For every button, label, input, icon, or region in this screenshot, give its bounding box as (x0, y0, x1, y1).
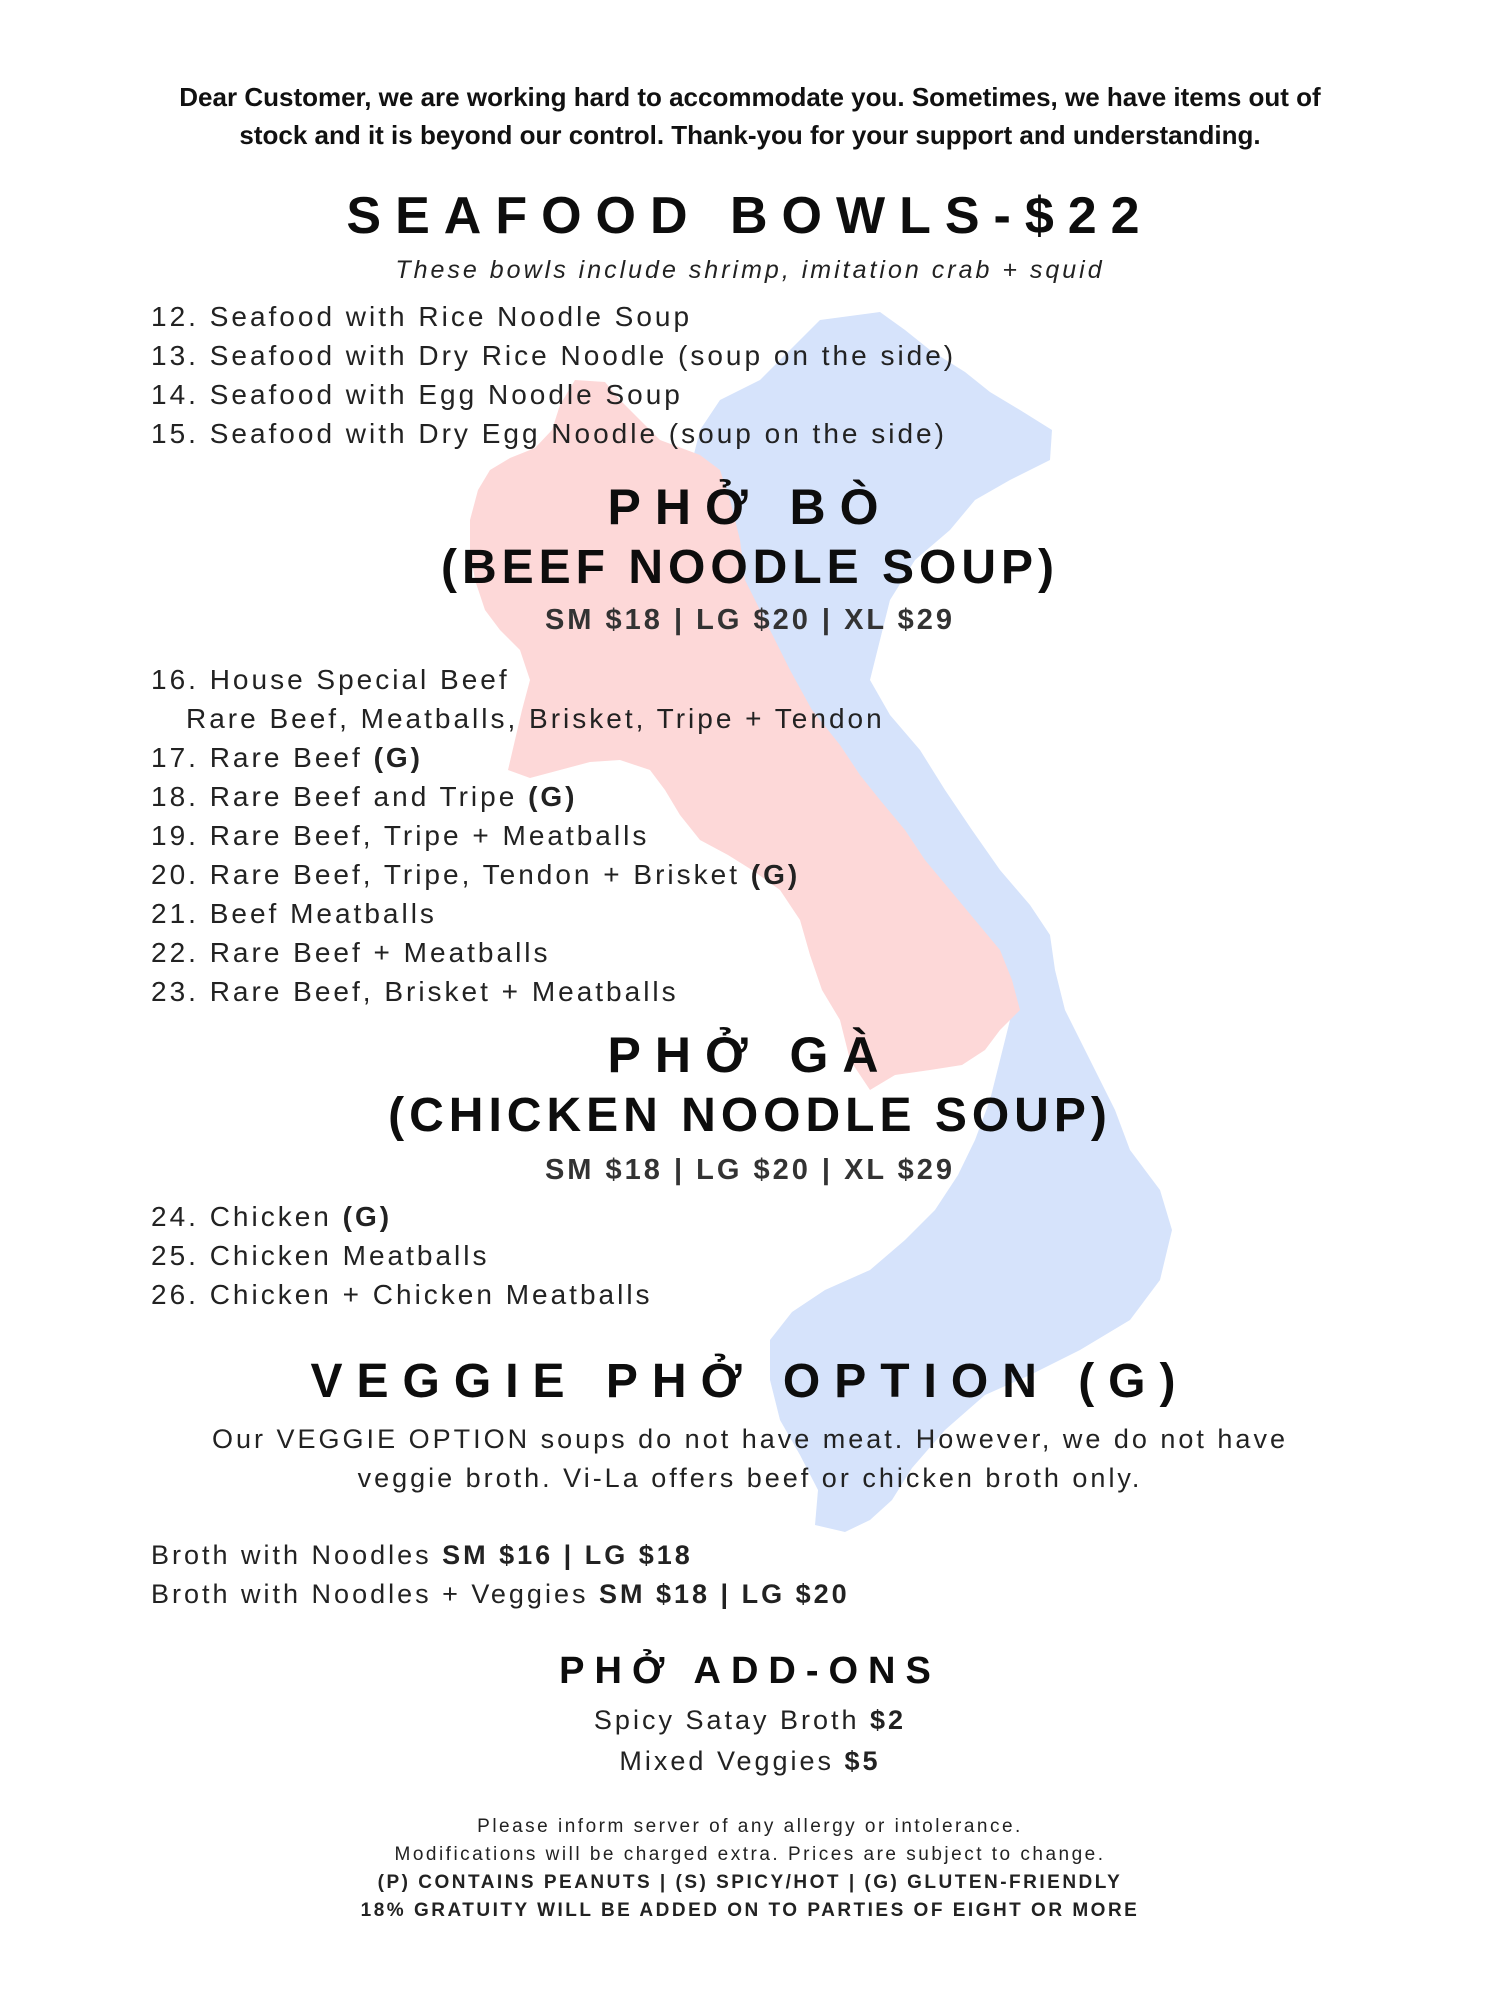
pho-bo-subheading: (BEEF NOODLE SOUP) (440, 541, 1060, 594)
list-item: 23. Rare Beef, Brisket + Meatballs (151, 976, 679, 1007)
veggie-list (151, 1536, 850, 1614)
pho-bo-list (151, 660, 885, 1011)
notice-line-1: Dear Customer, we are working hard to accommodate you. Sometimes, we have items out of (179, 82, 1321, 112)
veggie-desc-line-1: Our VEGGIE OPTION soups do not have meat. However, we do not have (212, 1424, 1288, 1454)
pho-ga-list (151, 1197, 653, 1314)
list-item: Broth with Noodles + Veggies SM $18 | LG $20 (151, 1579, 850, 1609)
list-item: 15. Seafood with Dry Egg Noodle (soup on the side) (151, 418, 947, 449)
list-item: 26. Chicken + Chicken Meatballs (151, 1279, 653, 1310)
veggie-option-heading: VEGGIE PHỞ OPTION (G) (310, 1355, 1190, 1408)
list-item: 20. Rare Beef, Tripe, Tendon + Brisket (G) (151, 859, 801, 890)
gluten-friendly-tag: (G) (342, 1201, 393, 1232)
list-item: 21. Beef Meatballs (151, 898, 437, 929)
list-item: 12. Seafood with Rice Noodle Soup (151, 301, 693, 332)
footer-line-gratuity: 18% GRATUITY WILL BE ADDED ON TO PARTIES OF EIGHT OR MORE (360, 1900, 1140, 1921)
seafood-list (151, 297, 956, 453)
item-price: $5 (844, 1746, 881, 1776)
item-price: SM $18 | LG $20 (598, 1579, 850, 1609)
footer-notes (0, 1813, 1500, 1925)
list-item: 14. Seafood with Egg Noodle Soup (151, 379, 683, 410)
notice-line-2: stock and it is beyond our control. Thank-you for your support and understanding. (239, 120, 1261, 150)
footer-line-allergy: Please inform server of any allergy or intolerance. (477, 1816, 1023, 1837)
pho-ga-prices: SM $18 | LG $20 | XL $29 (544, 1154, 956, 1186)
list-item: 25. Chicken Meatballs (151, 1240, 490, 1271)
item-price: $2 (870, 1705, 907, 1735)
footer-line-modifications: Modifications will be charged extra. Prices are subject to change. (394, 1844, 1106, 1865)
pho-bo-heading: PHỞ BÒ (607, 479, 893, 535)
gluten-friendly-tag: (G) (528, 781, 578, 812)
list-item: Broth with Noodles SM $16 | LG $18 (151, 1540, 693, 1570)
list-item: 17. Rare Beef (G) (151, 742, 423, 773)
list-item: 24. Chicken (G) (151, 1201, 393, 1232)
list-item: 13. Seafood with Dry Rice Noodle (soup on the side) (151, 340, 957, 371)
list-item-description: Rare Beef, Meatballs, Brisket, Tripe + Tendon (186, 703, 885, 734)
gluten-friendly-tag: (G) (750, 859, 801, 890)
pho-ga-heading: PHỞ GÀ (607, 1027, 893, 1083)
pho-addons-heading: PHỞ ADD-ONS (559, 1650, 941, 1692)
list-item: Spicy Satay Broth $2 (593, 1705, 907, 1735)
seafood-subtitle: These bowls include shrimp, imitation crab + squid (395, 256, 1105, 284)
item-price: SM $16 | LG $18 (442, 1540, 693, 1570)
gluten-friendly-tag: (G) (373, 742, 423, 773)
footer-line-legend: (P) CONTAINS PEANUTS | (S) SPICY/HOT | (G) GLUTEN-FRIENDLY (377, 1872, 1123, 1893)
list-item: 16. House Special Beef (151, 664, 510, 695)
list-item: 18. Rare Beef and Tripe (G) (151, 781, 578, 812)
list-item: 19. Rare Beef, Tripe + Meatballs (151, 820, 650, 851)
customer-notice (140, 78, 1360, 154)
veggie-desc-line-2: veggie broth. Vi-La offers beef or chicken broth only. (357, 1463, 1143, 1493)
addons-list (0, 1700, 1500, 1782)
list-item: Mixed Veggies $5 (619, 1746, 881, 1776)
veggie-description (0, 1420, 1500, 1498)
pho-ga-subheading: (CHICKEN NOODLE SOUP) (388, 1089, 1112, 1142)
seafood-bowls-heading: SEAFOOD BOWLS-$22 (346, 187, 1154, 245)
list-item: 22. Rare Beef + Meatballs (151, 937, 551, 968)
pho-bo-prices: SM $18 | LG $20 | XL $29 (544, 604, 956, 636)
